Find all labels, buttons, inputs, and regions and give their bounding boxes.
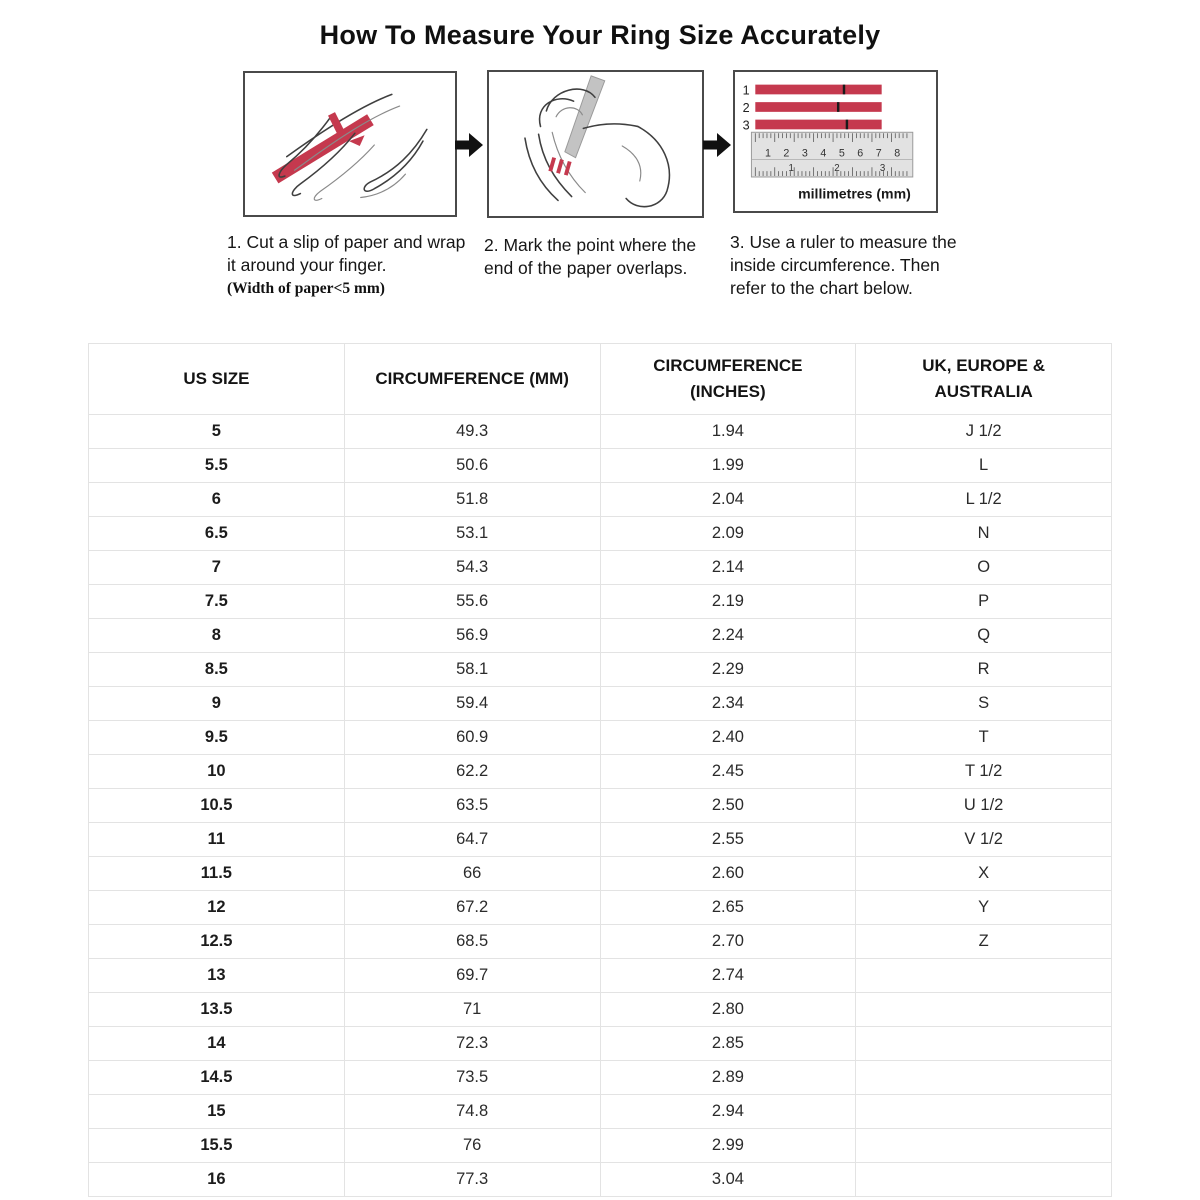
table-row — [89, 1027, 1112, 1061]
table-row — [89, 789, 1112, 823]
table-cell: V 1/2 — [856, 823, 1112, 857]
table-cell: 60.9 — [344, 721, 600, 755]
strip-mark-3 — [846, 120, 848, 130]
table-cell: 50.6 — [344, 449, 600, 483]
header-cell-2: CIRCUMFERENCE (INCHES) — [600, 344, 856, 415]
step3-caption — [730, 231, 968, 300]
ruler-cm-4: 4 — [820, 147, 827, 160]
table-row — [89, 619, 1112, 653]
strip-label-1: 1 — [742, 83, 750, 98]
step2-caption — [484, 234, 710, 280]
us-size-cell: 11.5 — [89, 857, 345, 891]
table-row — [89, 585, 1112, 619]
ruler-in-2: 2 — [834, 163, 840, 175]
table-cell: S — [856, 687, 1112, 721]
table-cell: L — [856, 449, 1112, 483]
us-size-cell: 14 — [89, 1027, 345, 1061]
table-cell: 72.3 — [344, 1027, 600, 1061]
table-cell — [856, 1129, 1112, 1163]
ruler-cm-6: 6 — [857, 147, 864, 160]
ruler-cm-7: 7 — [875, 147, 882, 160]
table-cell: N — [856, 517, 1112, 551]
hands-marking-paper-with-pen-icon — [489, 72, 702, 216]
table-cell — [856, 959, 1112, 993]
table-cell: 71 — [344, 993, 600, 1027]
us-size-cell: 7 — [89, 551, 345, 585]
table-cell — [856, 1027, 1112, 1061]
table-cell: 77.3 — [344, 1163, 600, 1197]
table-cell: 55.6 — [344, 585, 600, 619]
ring-size-table-header — [89, 344, 1112, 415]
us-size-cell: 9.5 — [89, 721, 345, 755]
table-cell: 73.5 — [344, 1061, 600, 1095]
step2-caption-text: 2. Mark the point where the end of the paper overlaps. — [484, 235, 697, 279]
paper-strip-1 — [755, 85, 881, 95]
table-row — [89, 415, 1112, 449]
table-cell: Y — [856, 891, 1112, 925]
right-arrow-icon — [703, 133, 731, 157]
table-row — [89, 653, 1112, 687]
table-cell: 64.7 — [344, 823, 600, 857]
right-arrow-icon — [455, 133, 483, 157]
table-cell: 2.65 — [600, 891, 856, 925]
us-size-cell: 5 — [89, 415, 345, 449]
table-row — [89, 551, 1112, 585]
table-cell: 2.04 — [600, 483, 856, 517]
us-size-cell: 11 — [89, 823, 345, 857]
table-cell: 2.80 — [600, 993, 856, 1027]
table-cell: 69.7 — [344, 959, 600, 993]
table-row — [89, 1163, 1112, 1197]
table-cell: 68.5 — [344, 925, 600, 959]
table-cell: 1.99 — [600, 449, 856, 483]
header-cell-3: UK, EUROPE & AUSTRALIA — [856, 344, 1112, 415]
table-cell: 76 — [344, 1129, 600, 1163]
table-cell: 2.40 — [600, 721, 856, 755]
us-size-cell: 12.5 — [89, 925, 345, 959]
table-cell: 2.89 — [600, 1061, 856, 1095]
table-cell — [856, 993, 1112, 1027]
table-cell: 2.70 — [600, 925, 856, 959]
us-size-cell: 10.5 — [89, 789, 345, 823]
table-cell: U 1/2 — [856, 789, 1112, 823]
table-row — [89, 687, 1112, 721]
table-cell: 63.5 — [344, 789, 600, 823]
table-row — [89, 721, 1112, 755]
table-cell: X — [856, 857, 1112, 891]
strip-mark-1 — [843, 85, 845, 95]
table-cell: 2.29 — [600, 653, 856, 687]
table-row — [89, 449, 1112, 483]
table-row — [89, 823, 1112, 857]
table-cell: 51.8 — [344, 483, 600, 517]
table-cell: T — [856, 721, 1112, 755]
step1-illustration-panel — [243, 71, 457, 217]
table-cell — [856, 1095, 1112, 1129]
table-cell: 66 — [344, 857, 600, 891]
paper-strip-2 — [755, 102, 881, 112]
table-row — [89, 857, 1112, 891]
strip-label-3: 3 — [742, 118, 750, 133]
us-size-cell: 14.5 — [89, 1061, 345, 1095]
table-cell: 58.1 — [344, 653, 600, 687]
table-cell: 56.9 — [344, 619, 600, 653]
table-cell: 2.50 — [600, 789, 856, 823]
ruler-in-1: 1 — [788, 163, 794, 175]
ruler-cm-5: 5 — [838, 147, 845, 160]
us-size-cell: 8 — [89, 619, 345, 653]
header-cell-1: CIRCUMFERENCE (MM) — [344, 344, 600, 415]
table-cell: Z — [856, 925, 1112, 959]
table-cell: 74.8 — [344, 1095, 600, 1129]
table-row — [89, 483, 1112, 517]
us-size-cell: 15 — [89, 1095, 345, 1129]
table-cell: 2.94 — [600, 1095, 856, 1129]
ruler-cm-3: 3 — [801, 147, 808, 160]
us-size-cell: 7.5 — [89, 585, 345, 619]
table-cell: Q — [856, 619, 1112, 653]
header-cell-0: US SIZE — [89, 344, 345, 415]
table-cell: 49.3 — [344, 415, 600, 449]
table-row — [89, 925, 1112, 959]
ruler-cm-1: 1 — [764, 147, 771, 160]
ruler-cm-2: 2 — [783, 147, 790, 160]
ruler-unit-label: millimetres (mm) — [798, 185, 911, 202]
table-row — [89, 891, 1112, 925]
table-cell: 2.74 — [600, 959, 856, 993]
table-cell: O — [856, 551, 1112, 585]
ruler-in-3: 3 — [879, 163, 886, 175]
us-size-cell: 10 — [89, 755, 345, 789]
strip-mark-2 — [837, 102, 839, 112]
us-size-cell: 12 — [89, 891, 345, 925]
table-cell: 1.94 — [600, 415, 856, 449]
ruler-cm-8: 8 — [894, 147, 901, 160]
ruler-icon — [751, 132, 912, 177]
table-cell — [856, 1061, 1112, 1095]
table-cell: 2.19 — [600, 585, 856, 619]
table-row — [89, 1061, 1112, 1095]
table-cell: R — [856, 653, 1112, 687]
table-row — [89, 755, 1112, 789]
table-cell: 2.99 — [600, 1129, 856, 1163]
step3-illustration-panel — [733, 70, 938, 213]
step1-paper-width-note: (Width of paper<5 mm) — [227, 280, 385, 298]
us-size-cell: 5.5 — [89, 449, 345, 483]
ring-size-table — [88, 343, 1112, 1197]
step3-caption-text: 3. Use a ruler to measure the inside circumference. Then refer to the chart below. — [730, 232, 957, 299]
table-cell: 54.3 — [344, 551, 600, 585]
table-row — [89, 993, 1112, 1027]
paper-strips-and-ruler-icon — [735, 72, 936, 211]
table-cell: 59.4 — [344, 687, 600, 721]
table-cell: J 1/2 — [856, 415, 1112, 449]
step1-caption — [227, 231, 477, 300]
us-size-cell: 9 — [89, 687, 345, 721]
table-row — [89, 517, 1112, 551]
table-row — [89, 1095, 1112, 1129]
us-size-cell: 13.5 — [89, 993, 345, 1027]
us-size-cell: 6.5 — [89, 517, 345, 551]
table-cell: T 1/2 — [856, 755, 1112, 789]
us-size-cell: 13 — [89, 959, 345, 993]
table-cell: 3.04 — [600, 1163, 856, 1197]
us-size-cell: 15.5 — [89, 1129, 345, 1163]
ring-size-table-body — [89, 415, 1112, 1197]
table-cell: 2.85 — [600, 1027, 856, 1061]
table-cell: L 1/2 — [856, 483, 1112, 517]
table-cell: 53.1 — [344, 517, 600, 551]
paper-strip-3 — [755, 120, 881, 130]
table-row — [89, 1129, 1112, 1163]
table-cell: 2.45 — [600, 755, 856, 789]
table-cell: 62.2 — [344, 755, 600, 789]
table-cell: 2.14 — [600, 551, 856, 585]
table-cell: 2.55 — [600, 823, 856, 857]
table-cell: P — [856, 585, 1112, 619]
table-cell: 67.2 — [344, 891, 600, 925]
table-cell: 2.60 — [600, 857, 856, 891]
us-size-cell: 8.5 — [89, 653, 345, 687]
hand-with-red-paper-strip-icon — [245, 73, 455, 215]
step2-illustration-panel — [487, 70, 704, 218]
table-cell: 2.34 — [600, 687, 856, 721]
step1-caption-text: 1. Cut a slip of paper and wrap it around your finger. — [227, 232, 466, 276]
table-cell — [856, 1163, 1112, 1197]
us-size-cell: 6 — [89, 483, 345, 517]
table-row — [89, 959, 1112, 993]
strip-label-2: 2 — [742, 100, 750, 115]
us-size-cell: 16 — [89, 1163, 345, 1197]
page-title: How To Measure Your Ring Size Accurately — [319, 20, 881, 50]
table-cell: 2.09 — [600, 517, 856, 551]
table-cell: 2.24 — [600, 619, 856, 653]
